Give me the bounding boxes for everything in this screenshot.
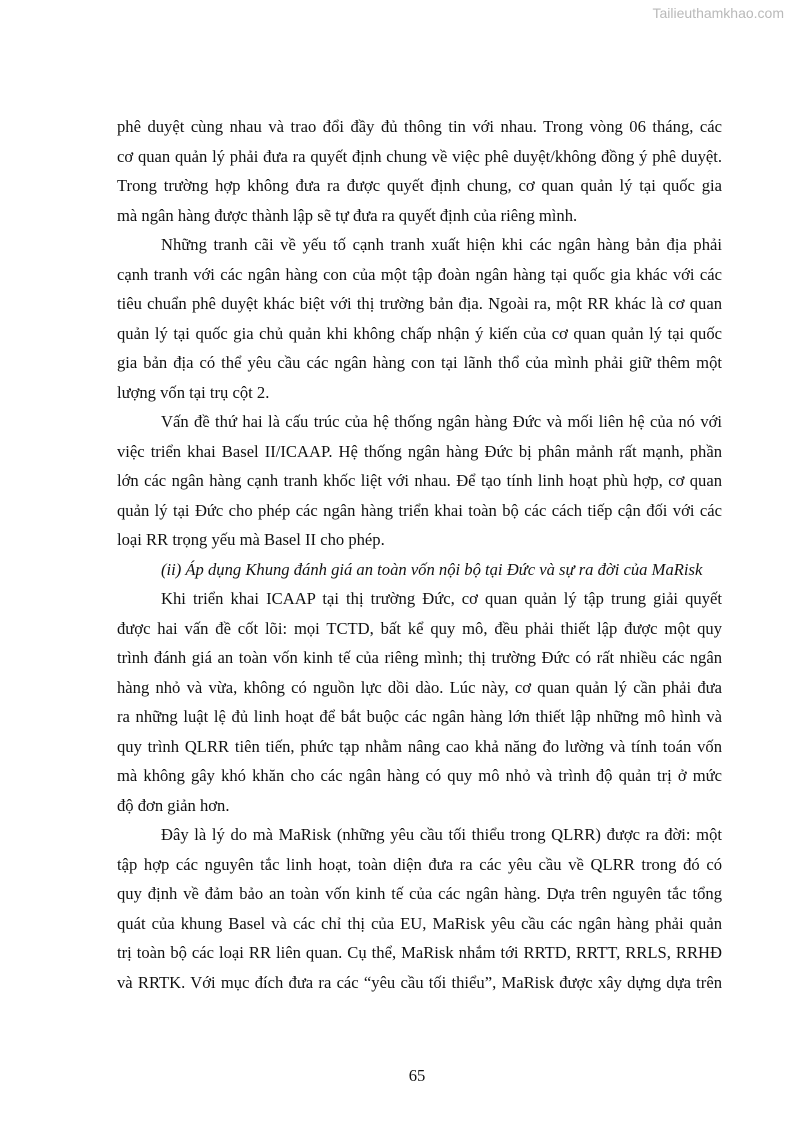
text-line: gia bản địa có thể yêu cầu các ngân hàng con tại lãnh thổ của mình phải giữ thêm một [117, 353, 722, 372]
section-heading: (ii) Áp dụng Khung đánh giá an toàn vốn nội bộ tại Đức và sự ra đời của MaRisk [161, 559, 703, 579]
text-line: Vấn đề thứ hai là cấu trúc của hệ thống ngân hàng Đức và mối liên hệ của nó với [161, 412, 722, 431]
text-line: Những tranh cãi về yếu tố cạnh tranh xuất hiện khi các ngân hàng bản địa phải [161, 235, 722, 254]
text-line: mà không gây khó khăn cho các ngân hàng có quy mô nhỏ và trình độ quản trị ở mức [117, 766, 722, 785]
text-line: việc triển khai Basel II/ICAAP. Hệ thống ngân hàng Đức bị phân mảnh rất mạnh, phần [117, 441, 722, 461]
text-line: Đây là lý do mà MaRisk (những yêu cầu tối thiểu trong QLRR) được ra đời: một [161, 825, 722, 844]
text-line: mà ngân hàng được thành lập sẽ tự đưa ra quyết định của riêng mình. [117, 205, 578, 225]
text-line: trị toàn bộ các loại RR liên quan. Cụ thể, MaRisk nhắm tới RRTD, RRTT, RRLS, RRHĐ [117, 943, 722, 962]
text-line: cạnh tranh với các ngân hàng con của một tập đoàn ngân hàng tại quốc gia khác với các [117, 264, 722, 284]
text-line: phê duyệt cùng nhau và trao đổi đầy đủ thông tin với nhau. Trong vòng 06 tháng, các [117, 117, 722, 136]
text-line: tiêu chuẩn phê duyệt khác biệt với thị trường bản địa. Ngoài ra, một RR khác là cơ quan [117, 294, 722, 313]
text-line: lượng vốn tại trụ cột 2. [117, 382, 270, 402]
text-line: lớn các ngân hàng cạnh tranh khốc liệt với nhau. Để tạo tính linh hoạt phù hợp, cơ quan [117, 471, 722, 490]
text-line: độ đơn giản hơn. [117, 795, 230, 815]
text-line: hàng nhỏ và vừa, không có nguồn lực dồi dào. Lúc này, cơ quan quản lý cần phải đưa [117, 677, 722, 697]
paragraphs-after-heading [117, 584, 722, 997]
text-line: được hai vấn đề cốt lõi: mọi TCTD, bất kể quy mô, đều phải thiết lập được một quy [117, 618, 722, 638]
page-number: 65 [408, 1066, 426, 1085]
text-line: ra những luật lệ đủ linh hoạt để bắt buộc các ngân hàng lớn thiết lập những mô hình và [117, 707, 722, 726]
text-line: quy trình QLRR tiên tiến, phức tạp nhằm nâng cao khả năng đo lường và tính toán vốn [117, 736, 722, 756]
text-line: Khi triển khai ICAAP tại thị trường Đức, cơ quan quản lý tập trung giải quyết [161, 589, 722, 608]
text-line: và RRTK. Với mục đích đưa ra các “yêu cầu tối thiểu”, MaRisk được xây dựng dựa trên [117, 972, 722, 992]
text-line: Trong trường hợp không đưa ra được quyết định chung, cơ quan quản lý tại quốc gia [117, 176, 722, 195]
document-body [117, 112, 722, 997]
text-line: tập hợp các nguyên tắc linh hoạt, toàn diện đưa ra các yêu cầu về QLRR trong đó có [117, 854, 722, 874]
text-line: trình đánh giá an toàn vốn kinh tế của riêng mình; thị trường Đức có rất nhiều các ngân [117, 648, 722, 667]
paragraph [117, 112, 722, 230]
text-line: loại RR trọng yếu mà Basel II cho phép. [117, 530, 385, 549]
paragraph [117, 584, 722, 820]
paragraph [117, 407, 722, 555]
text-line: quản lý tại Đức cho phép các ngân hàng triển khai toàn bộ các cách tiếp cận đối với các [117, 500, 722, 520]
paragraphs-before-heading [117, 112, 722, 555]
paragraph [117, 820, 722, 997]
watermark: Tailieuthamkhao.com [652, 5, 784, 21]
paragraph [117, 230, 722, 407]
text-line: quy định về đảm bảo an toàn vốn kinh tế của các ngân hàng. Dựa trên nguyên tắc tổng [117, 884, 722, 903]
text-line: quản lý tại quốc gia chủ quản khi không chấp nhận ý kiến của cơ quan quản lý tại quốc [117, 323, 722, 343]
text-line: quát của khung Basel và các chỉ thị của EU, MaRisk yêu cầu các ngân hàng phải quản [117, 913, 722, 933]
text-line: cơ quan quản lý phải đưa ra quyết định chung về việc phê duyệt/không đồng ý phê duyệt. [117, 146, 722, 166]
